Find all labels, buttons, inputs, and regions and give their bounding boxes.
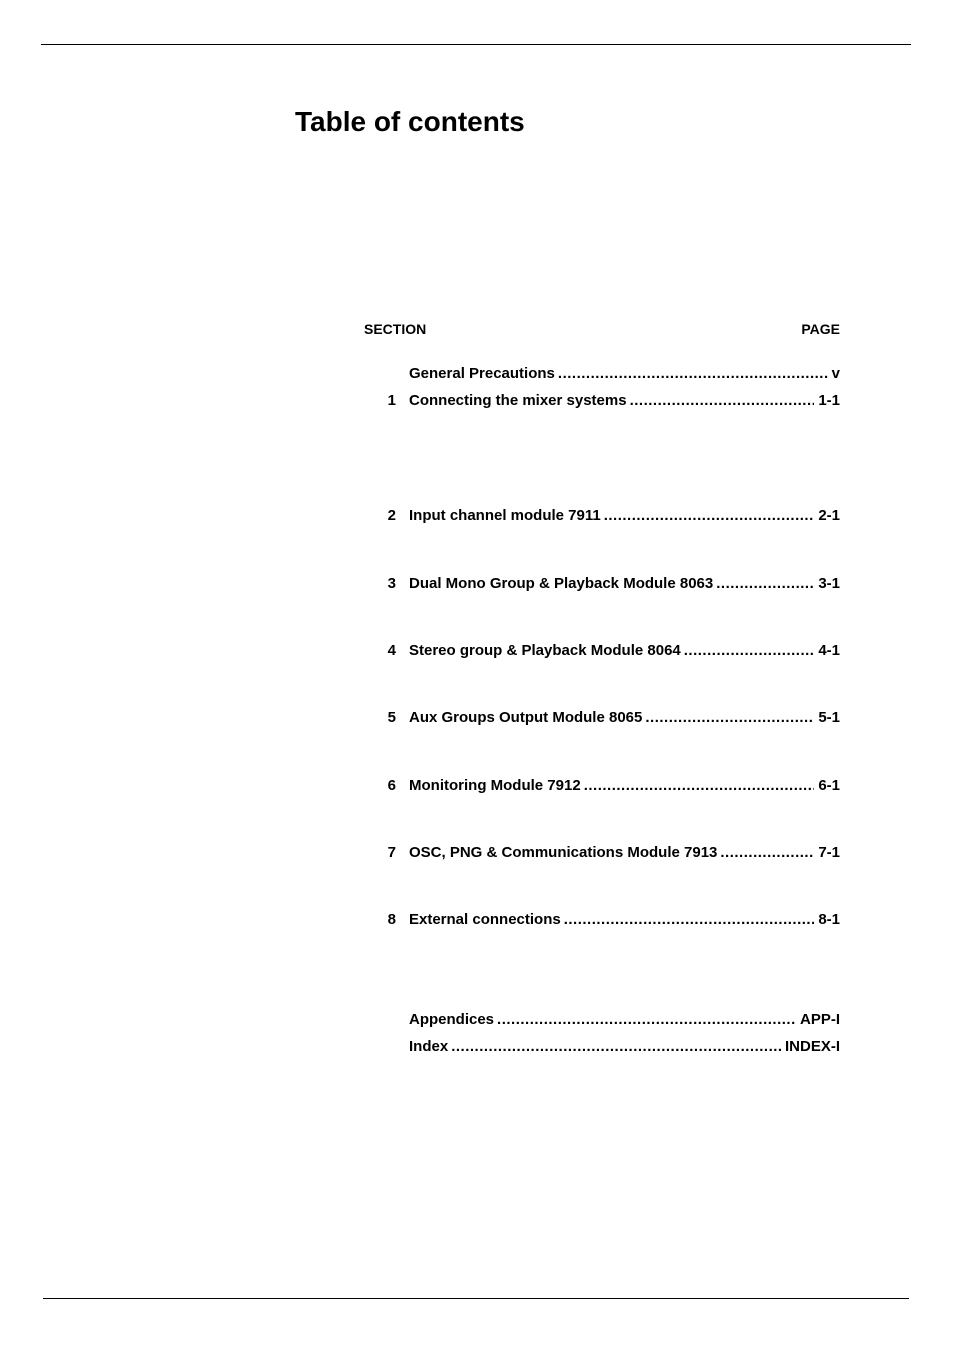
toc-entry-number: 4 [387, 642, 396, 659]
toc-entry-section-4[interactable] [380, 642, 840, 660]
toc-entry-section-5[interactable] [380, 709, 840, 727]
toc-entry-number: 2 [387, 507, 396, 524]
toc-entry-title: Connecting the mixer systems [409, 392, 627, 409]
dot-leader [564, 911, 815, 929]
dot-leader [584, 777, 815, 795]
toc-entry-title: Index [409, 1038, 449, 1055]
toc-entry-title: Monitoring Module 7912 [409, 777, 581, 794]
toc-entry-number: 6 [387, 777, 396, 794]
toc-entry-appendices[interactable] [380, 1011, 840, 1029]
dot-leader [716, 575, 814, 593]
toc-entry-section-8[interactable] [380, 911, 840, 929]
toc-entry-number: 5 [387, 709, 396, 726]
toc-entry-page: 5-1 [818, 709, 840, 726]
toc-entry-general-precautions[interactable] [380, 365, 840, 383]
toc-entry-page: 8-1 [818, 911, 840, 928]
page-title: Table of contents [295, 106, 525, 137]
dot-leader [451, 1038, 781, 1056]
toc-entry-page: 3-1 [818, 575, 840, 592]
toc-entry-section-7[interactable] [380, 844, 840, 862]
toc-entry-page: INDEX-I [784, 1038, 840, 1055]
toc-entry-section-1[interactable] [380, 392, 840, 410]
toc-entry-page: APP-I [799, 1011, 840, 1028]
toc-entry-page: 7-1 [818, 844, 840, 861]
toc-entry-title: General Precautions [409, 365, 555, 382]
bottom-rule [43, 1298, 909, 1299]
toc-entry-page: v [831, 365, 840, 382]
toc-entry-index[interactable] [380, 1038, 840, 1056]
dot-leader [497, 1011, 796, 1029]
dot-leader [645, 709, 814, 727]
dot-leader [558, 365, 828, 383]
toc-entry-section-2[interactable] [380, 507, 840, 525]
toc-entry-page: 6-1 [818, 777, 840, 794]
dot-leader [630, 392, 815, 410]
toc-entry-section-3[interactable] [380, 575, 840, 593]
toc-entry-section-6[interactable] [380, 777, 840, 795]
section-column-header: SECTION [364, 321, 427, 337]
toc-entry-page: 4-1 [818, 642, 840, 659]
toc-entry-page: 2-1 [818, 507, 840, 524]
toc-entry-title: Input channel module 7911 [409, 507, 601, 524]
toc-entry-title: Stereo group & Playback Module 8064 [409, 642, 681, 659]
dot-leader [720, 844, 814, 862]
dot-leader [604, 507, 815, 525]
toc-entry-title: Aux Groups Output Module 8065 [409, 709, 643, 726]
toc-entry-title: External connections [409, 911, 561, 928]
dot-leader [684, 642, 815, 660]
toc-entry-title: Appendices [409, 1011, 495, 1028]
toc-entry-number: 3 [387, 575, 396, 592]
toc-entry-title: OSC, PNG & Communications Module 7913 [409, 844, 718, 861]
toc-entry-number: 8 [387, 911, 396, 928]
toc-entry-number: 1 [387, 392, 396, 409]
toc-entry-title: Dual Mono Group & Playback Module 8063 [409, 575, 714, 592]
top-rule [41, 44, 911, 45]
toc-entry-page: 1-1 [818, 392, 840, 409]
page-column-header: PAGE [801, 321, 840, 337]
toc-entry-number: 7 [387, 844, 396, 861]
